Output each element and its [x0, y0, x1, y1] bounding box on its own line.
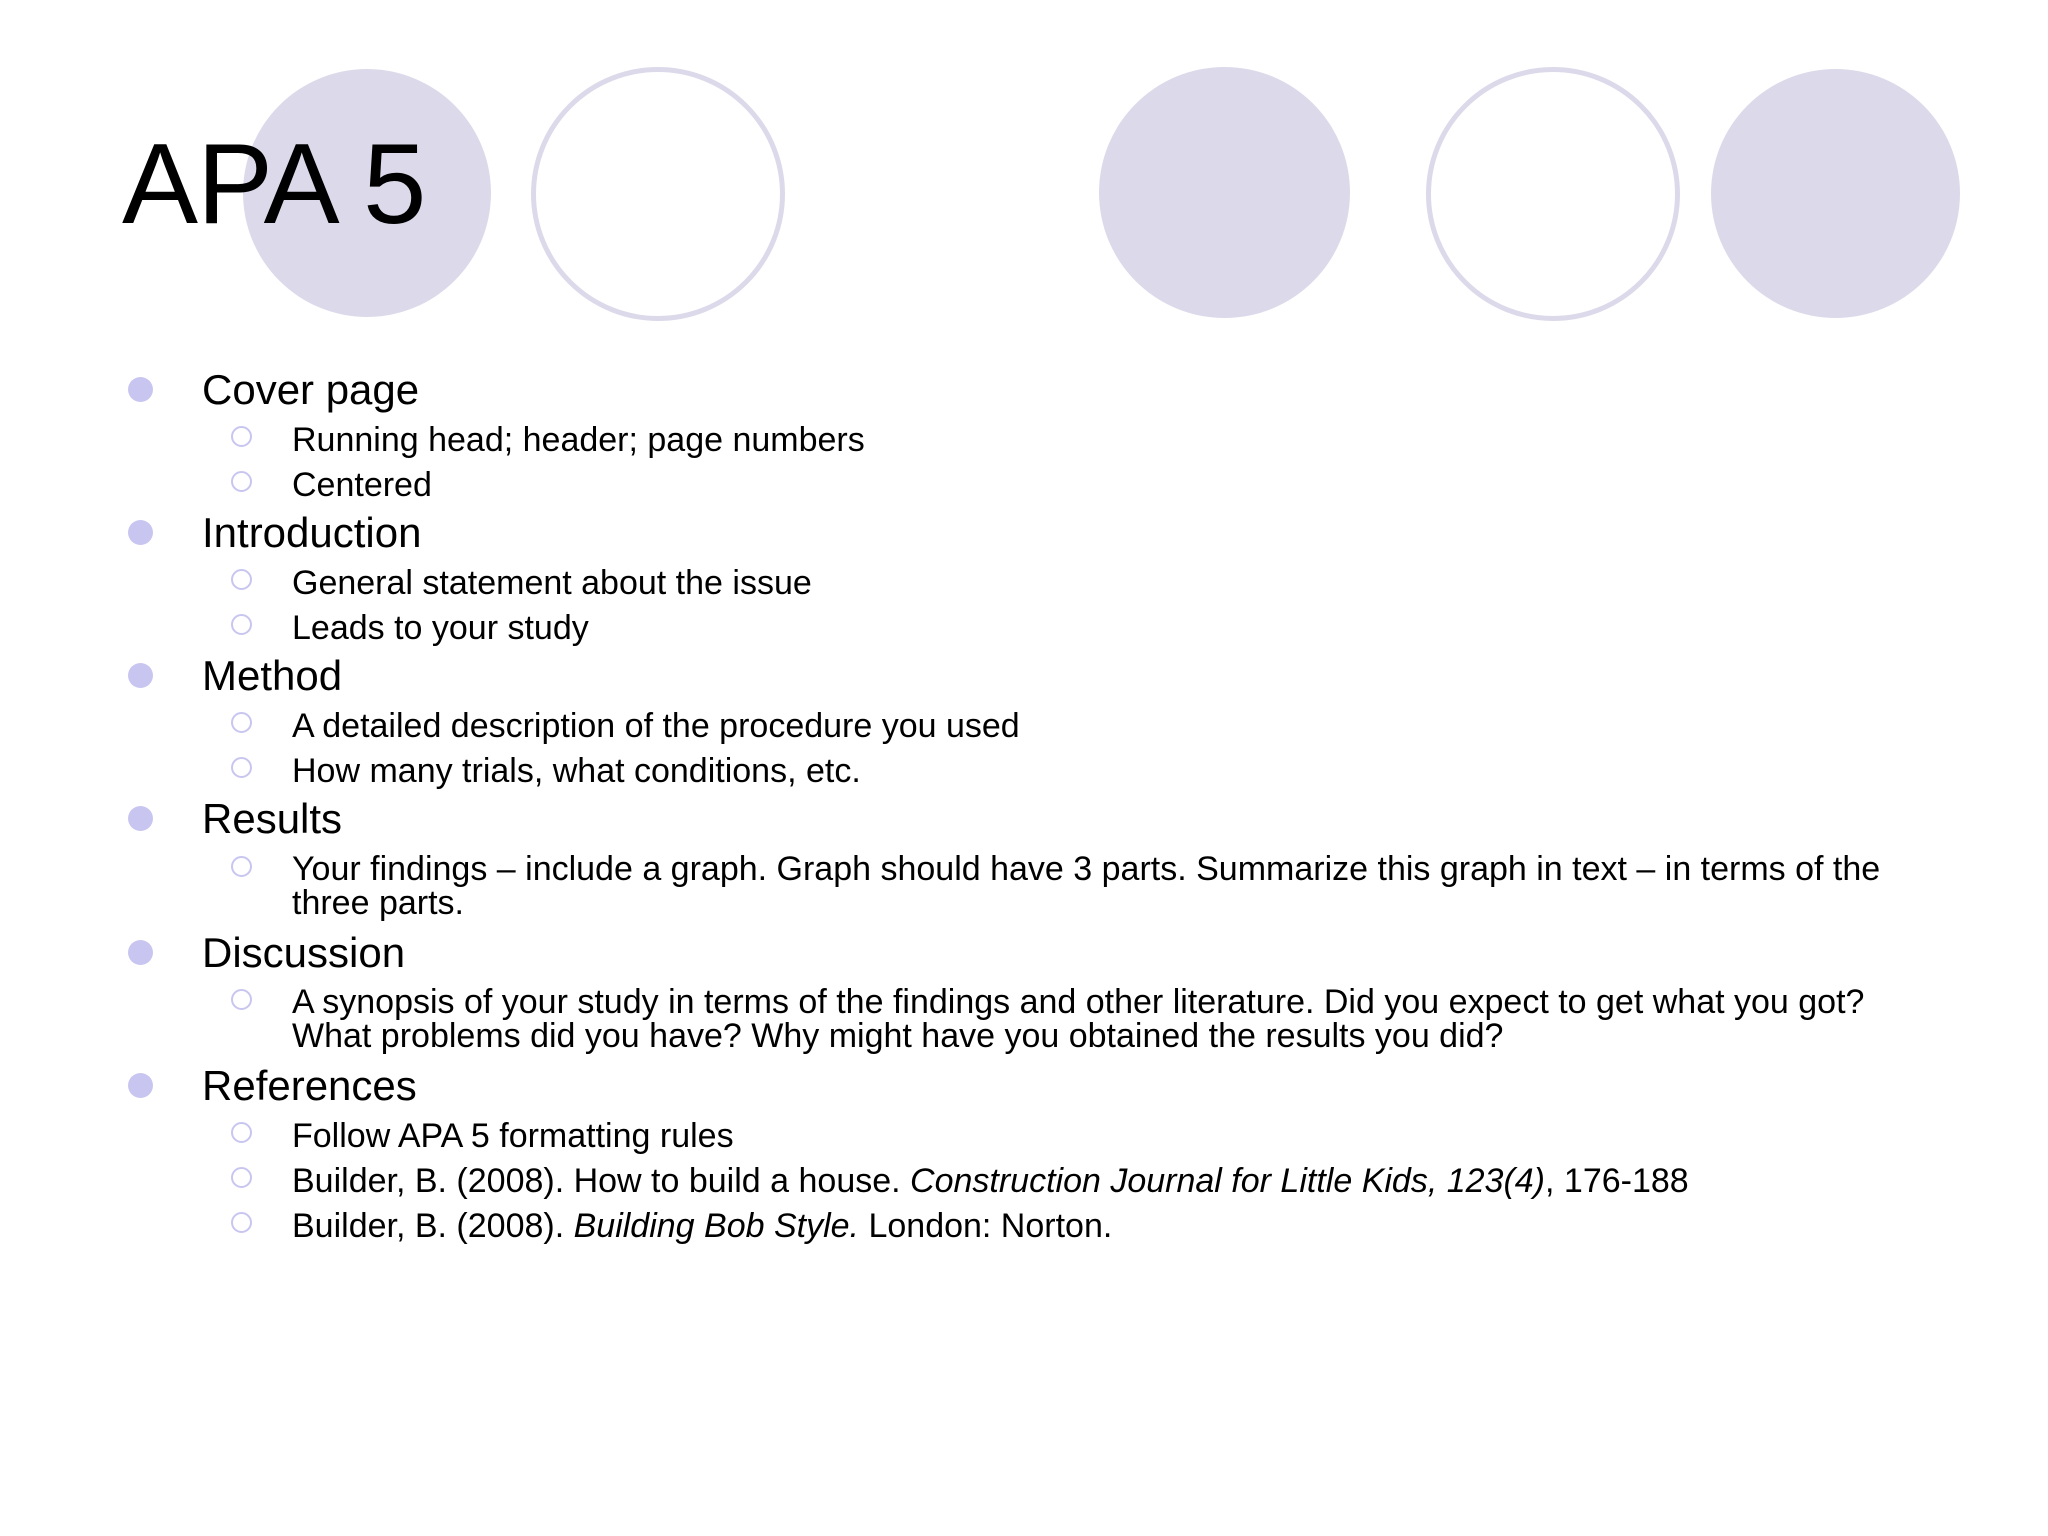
hollow-bullet-icon: [231, 757, 252, 778]
list-item: Your findings – include a graph. Graph should have 3 parts. Summarize this graph in text – in terms of the three parts.: [292, 852, 1952, 920]
hollow-bullet-icon: [231, 569, 252, 590]
list-item: How many trials, what conditions, etc.: [292, 753, 861, 789]
list-item: Follow APA 5 formatting rules: [292, 1118, 734, 1154]
hollow-bullet-icon: [231, 1122, 252, 1143]
list-item: Centered: [292, 467, 432, 503]
list-item: Leads to your study: [292, 610, 589, 646]
hollow-bullet-icon: [231, 1167, 252, 1188]
section-heading-method: Method: [202, 653, 342, 699]
filled-bullet-icon: [128, 663, 153, 688]
list-item: A detailed description of the procedure you used: [292, 708, 1020, 744]
section-heading-discussion: Discussion: [202, 930, 405, 976]
section-heading-references: References: [202, 1063, 417, 1109]
hollow-bullet-icon: [231, 1212, 252, 1233]
hollow-bullet-icon: [231, 426, 252, 447]
filled-bullet-icon: [128, 377, 153, 402]
hollow-bullet-icon: [231, 471, 252, 492]
reference-entry: Builder, B. (2008). Building Bob Style. London: Norton.: [292, 1208, 1112, 1244]
section-heading-introduction: Introduction: [202, 510, 421, 556]
hollow-bullet-icon: [231, 989, 252, 1010]
reference-entry: Builder, B. (2008). How to build a house. Construction Journal for Little Kids, 123(4), 176-188: [292, 1163, 1689, 1199]
slide-title: APA 5: [122, 121, 426, 248]
filled-bullet-icon: [128, 806, 153, 831]
section-heading-results: Results: [202, 796, 342, 842]
list-item: Running head; header; page numbers: [292, 422, 865, 458]
filled-bullet-icon: [128, 520, 153, 545]
hollow-bullet-icon: [231, 712, 252, 733]
section-heading-cover-page: Cover page: [202, 367, 419, 413]
list-item: A synopsis of your study in terms of the findings and other literature. Did you expect to get what you got? What problems did you have? Why might have you obtained the results you did?: [292, 985, 1952, 1053]
list-item: General statement about the issue: [292, 565, 812, 601]
hollow-bullet-icon: [231, 614, 252, 635]
hollow-bullet-icon: [231, 856, 252, 877]
filled-bullet-icon: [128, 1073, 153, 1098]
filled-bullet-icon: [128, 940, 153, 965]
